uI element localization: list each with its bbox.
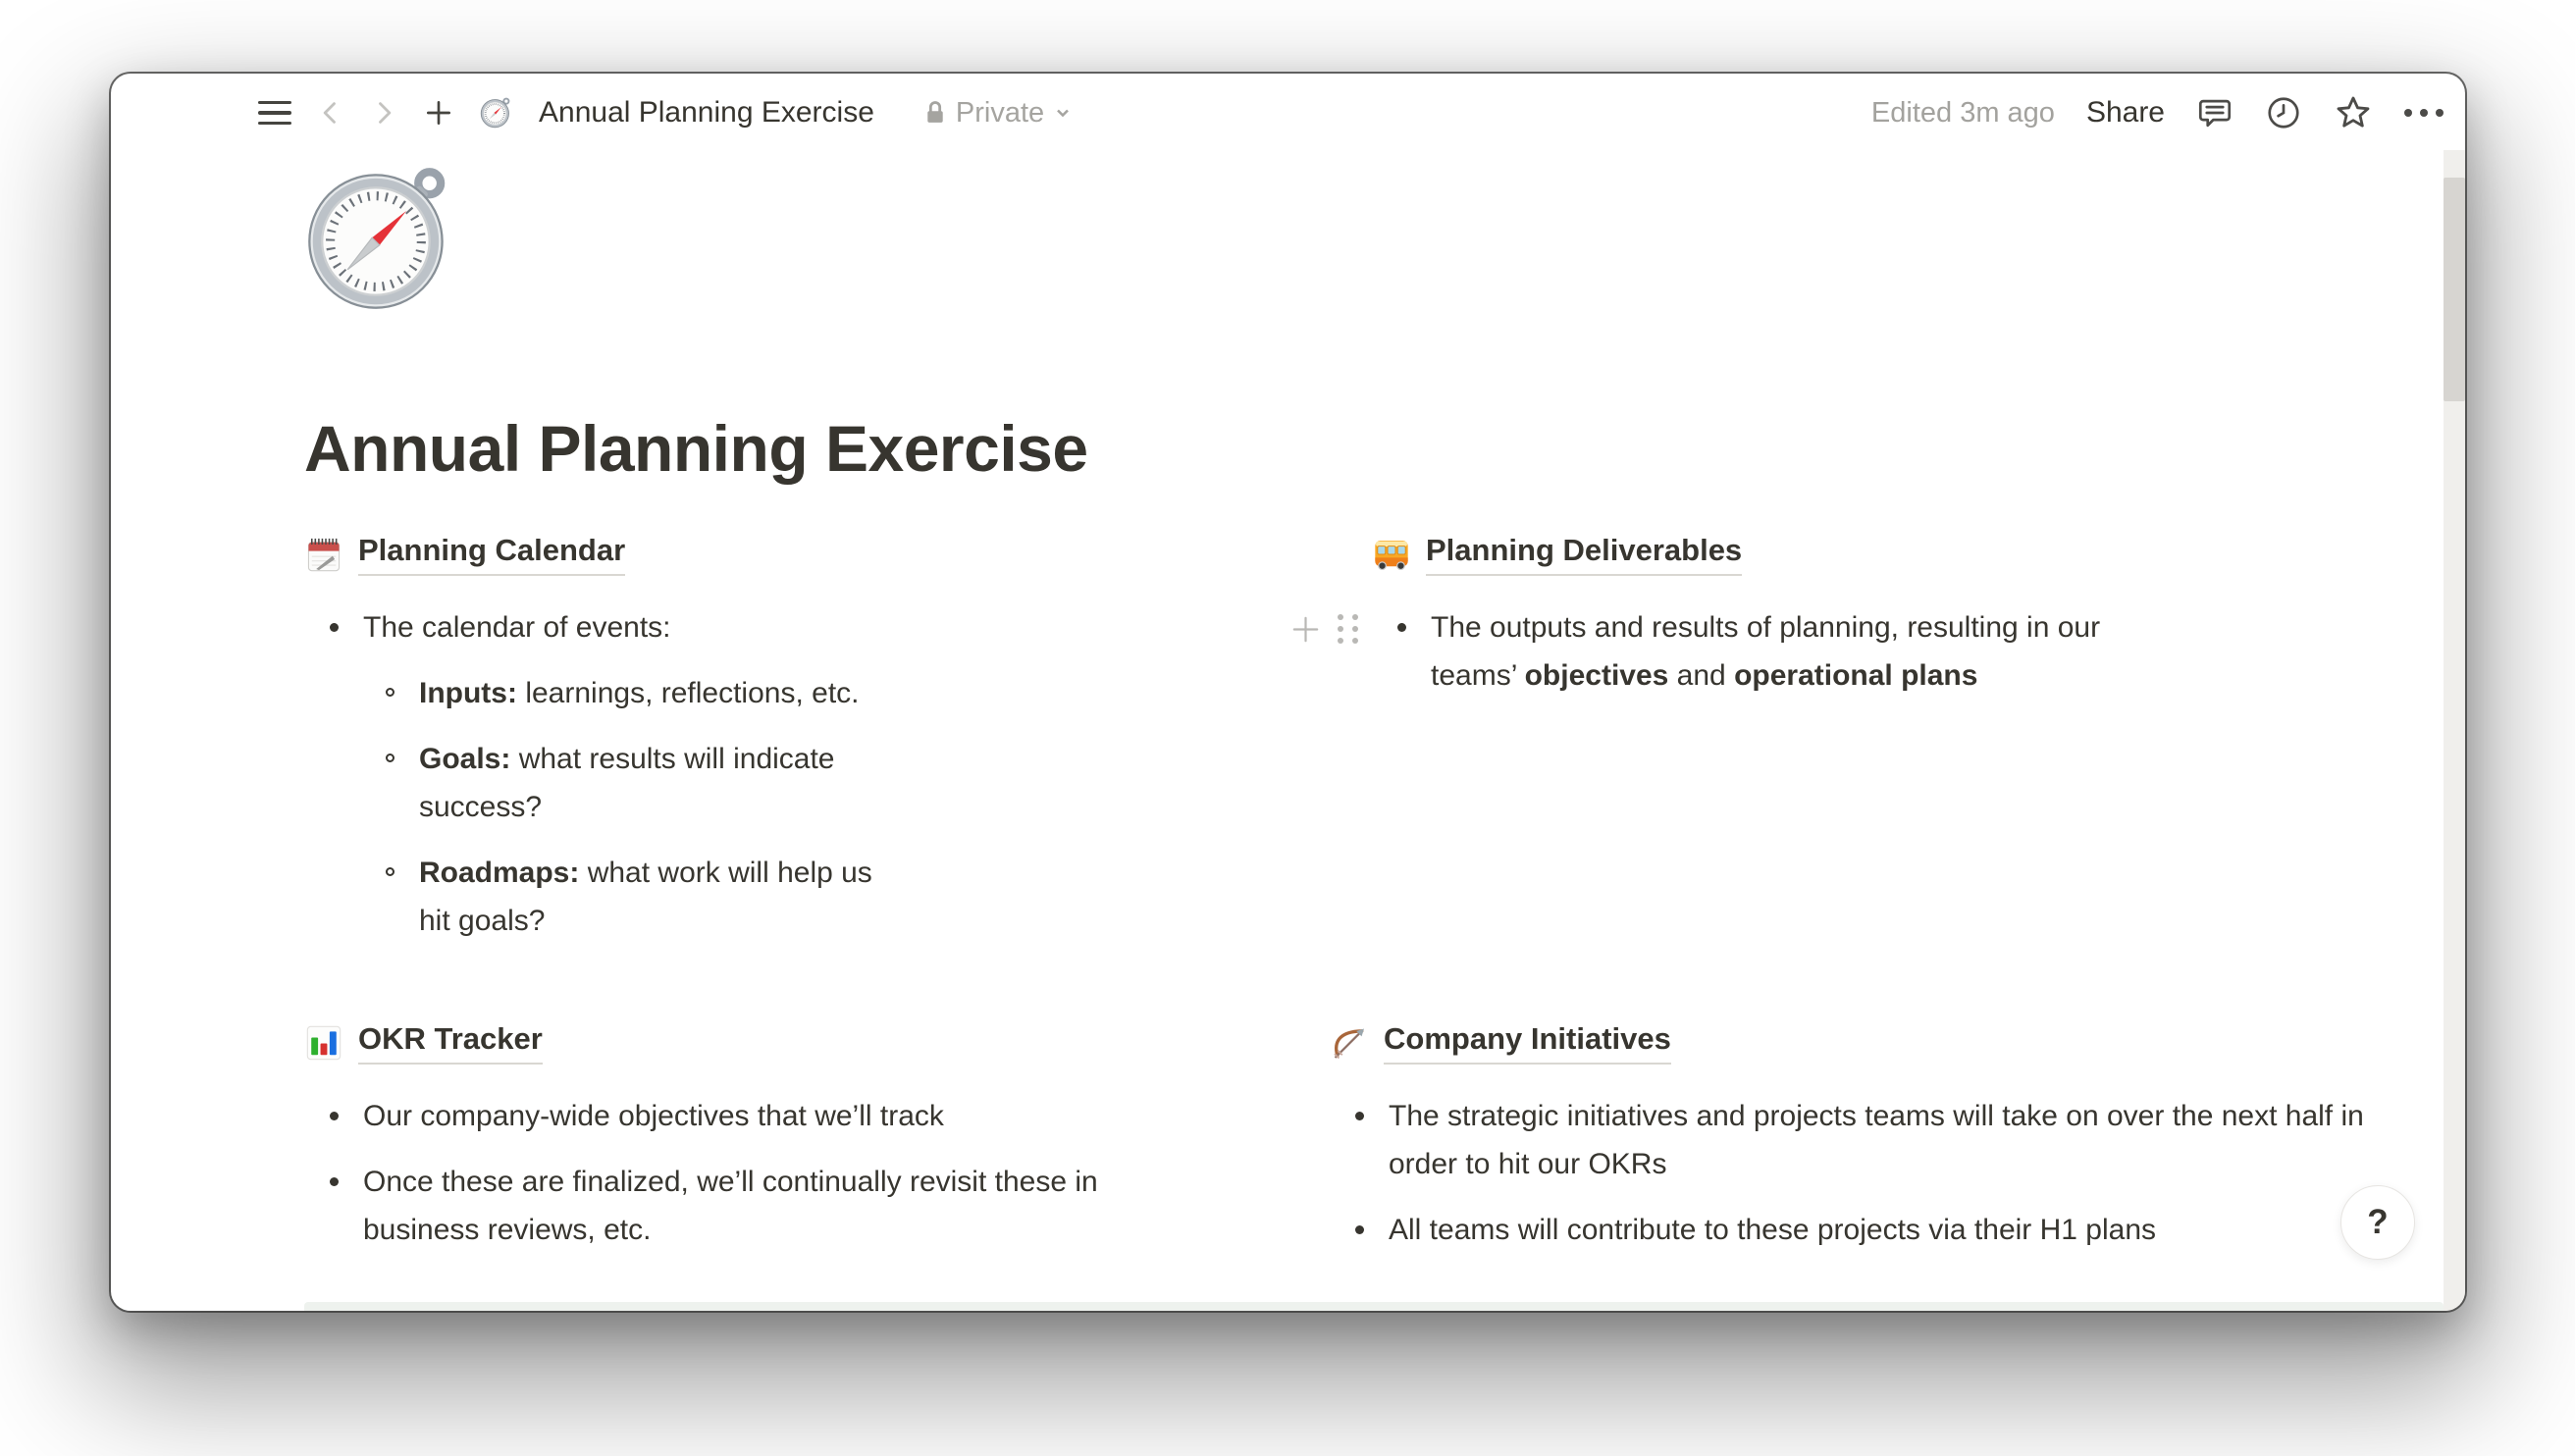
list-item — [360, 669, 883, 717]
sidebar-toggle-icon[interactable] — [258, 101, 291, 126]
comments-icon[interactable] — [2196, 94, 2233, 131]
lock-icon — [923, 99, 947, 127]
toolbar-left — [258, 96, 1073, 130]
column-planning-calendar — [304, 533, 883, 962]
list-item — [1330, 1206, 2394, 1254]
okr-tracker-list — [304, 1092, 1168, 1254]
bar-chart-icon — [304, 1023, 343, 1063]
list-item — [304, 603, 883, 651]
planning-deliverables-list — [1372, 603, 2157, 700]
favorite-star-icon[interactable] — [2334, 93, 2373, 132]
list-item — [304, 1158, 1168, 1254]
list-item — [1372, 603, 2157, 700]
edited-timestamp: Edited 3m ago — [1870, 96, 2055, 129]
list-item-text[interactable]: The strategic initiatives and projects teams will take on over the next half in order to hit our OKRs — [1389, 1099, 2364, 1180]
planning-calendar-list — [304, 603, 883, 945]
section-heading-label: Planning Calendar — [358, 533, 625, 576]
list-item-text[interactable]: Once these are finalized, we’ll continually revisit these in business reviews, etc. — [363, 1165, 1098, 1246]
link-planning-deliverables[interactable] — [1372, 533, 2157, 576]
scrollbar-track[interactable] — [2444, 150, 2465, 1311]
column-planning-deliverables — [1372, 533, 2157, 962]
history-clock-icon[interactable] — [2265, 94, 2302, 131]
column-row-2 — [304, 1021, 2394, 1272]
toolbar — [111, 74, 2465, 152]
notion-window — [111, 74, 2465, 1311]
list-item — [304, 1092, 1168, 1140]
link-okr-tracker[interactable] — [304, 1021, 1168, 1065]
page-compass-icon[interactable] — [304, 164, 453, 313]
privacy-label: Private — [955, 96, 1045, 129]
help-label: ? — [2367, 1203, 2389, 1241]
add-block-plus-icon[interactable] — [1289, 613, 1322, 646]
toolbar-right — [1871, 93, 2444, 132]
list-item-text[interactable]: Roadmaps: what work will help us hit goals? — [419, 856, 872, 937]
list-item — [1330, 1092, 2394, 1188]
column-row-1 — [304, 533, 2394, 962]
back-icon[interactable] — [317, 99, 344, 127]
section-heading-label: OKR Tracker — [358, 1021, 543, 1065]
page-content — [111, 152, 2465, 1272]
bow-and-arrow-icon — [1330, 1023, 1369, 1063]
company-initiatives-list — [1330, 1092, 2394, 1254]
column-company-initiatives — [1330, 1021, 2394, 1272]
section-heading-label: Company Initiatives — [1384, 1021, 1671, 1065]
list-item-text[interactable]: All teams will contribute to these projects via their H1 plans — [1389, 1213, 2157, 1246]
list-item-text[interactable]: Inputs: learnings, reflections, etc. — [419, 676, 860, 709]
share-button[interactable]: Share — [2085, 96, 2165, 129]
next-block-peek — [304, 1302, 2444, 1311]
list-item-text[interactable]: Goals: what results will indicate success? — [419, 742, 835, 823]
section-heading-label: Planning Deliverables — [1426, 533, 1742, 576]
list-item — [360, 849, 883, 945]
block-controls — [1289, 613, 1360, 646]
list-item-text[interactable]: The calendar of events: — [363, 610, 671, 644]
spiral-calendar-icon — [304, 535, 343, 574]
list-item — [360, 735, 883, 831]
compass-icon — [480, 97, 511, 129]
bus-icon — [1372, 535, 1411, 574]
more-options-icon[interactable] — [2404, 109, 2444, 117]
list-item-text[interactable]: The outputs and results of planning, resulting in our teams’ objectives and operational plans — [1431, 610, 2101, 692]
forward-icon[interactable] — [370, 99, 397, 127]
drag-handle-icon[interactable] — [1338, 614, 1360, 644]
breadcrumb-page-title[interactable]: Annual Planning Exercise — [539, 96, 874, 129]
page-title[interactable]: Annual Planning Exercise — [304, 412, 1088, 485]
new-page-plus-icon[interactable] — [423, 97, 454, 129]
list-item-text[interactable]: Our company-wide objectives that we’ll track — [363, 1099, 944, 1132]
link-planning-calendar[interactable] — [304, 533, 883, 576]
link-company-initiatives[interactable] — [1330, 1021, 2394, 1065]
scrollbar-thumb[interactable] — [2444, 178, 2465, 401]
privacy-menu[interactable] — [923, 97, 1073, 130]
chevron-down-icon — [1053, 103, 1073, 123]
help-button[interactable] — [2340, 1185, 2415, 1260]
column-okr-tracker — [304, 1021, 1168, 1272]
